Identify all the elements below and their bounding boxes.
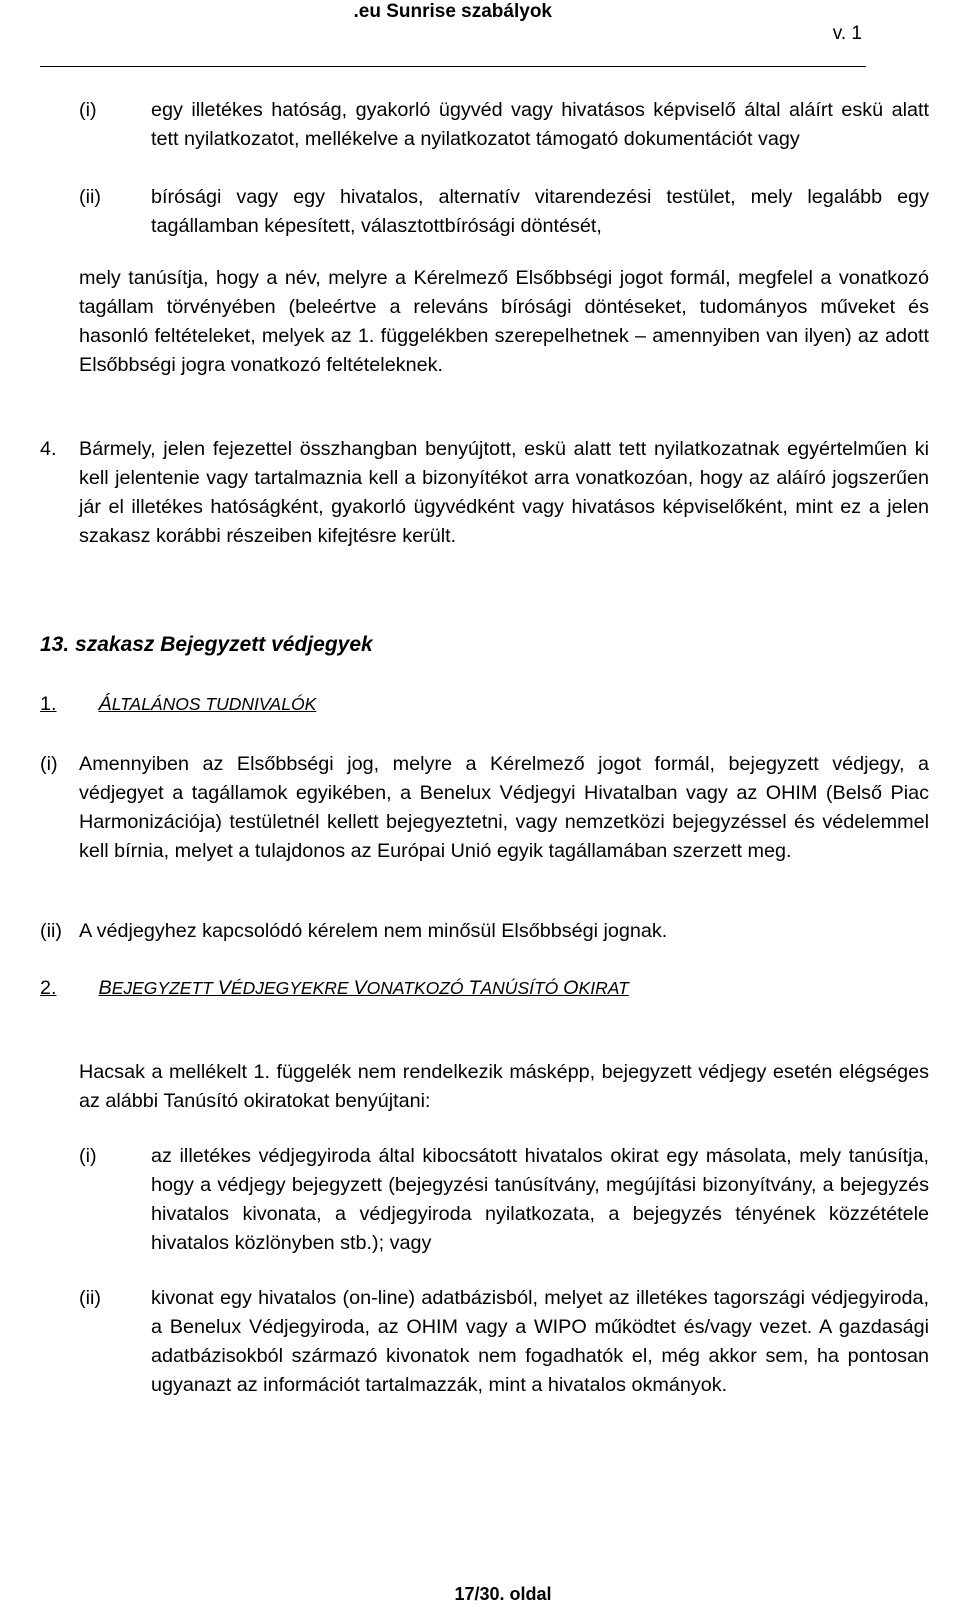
- list-label: (i): [79, 1145, 97, 1167]
- point-number: 4.: [40, 438, 57, 460]
- paragraph: mely tanúsítja, hogy a név, melyre a Kérelmező Elsőbbségi jogot formál, megfelel a vonatkozó tagállam törvényében (beleértve a releváns bírósági döntéseket, tudományos műveket és hasonló feltételeket, melyek az 1. függelékben szerepelhetnek – amennyiben van ilyen) az adott Elsőbbségi jogra vonatkozó feltételeknek.: [79, 267, 929, 376]
- list-label: (ii): [79, 1287, 101, 1309]
- subsection-heading-1: 1. ÁLTALÁNOS TUDNIVALÓK: [40, 693, 317, 715]
- list-label: (i): [40, 753, 58, 775]
- list-label: (i): [79, 99, 97, 121]
- list-item-text: kivonat egy hivatalos (on-line) adatbázisból, melyet az illetékes tagországi védjegyiroda, a Benelux Védjegyiroda, az OHIM vagy a WIPO működtet és/vagy vezet. A gazdasági adatbázisokból származó kivonatok nem fogadhatók el, még akkor sem, ha pontosan ugyanazt az információt tartalmazzák, mint a hivatalos okmányok.: [151, 1287, 929, 1396]
- list-item-text: bírósági vagy egy hivatalos, alternatív vitarendezési testület, mely legalább egy tagállamban képesített, választottbírósági döntését,: [151, 186, 929, 237]
- list-item-text: Amennyiben az Elsőbbségi jog, melyre a Kérelmező jogot formál, bejegyzett védjegy, a védjegyet a tagállamok egyikében, a Benelux Védjegyi Hivatalban vagy az OHIM (Belső Piac Harmonizációja) testületnél kellett bejegyeztetni, vagy nemzetközi bejegyzéssel és védelemmel kell bírnia, melyet a tulajdonos az Európai Unió egyik tagállamában szerzett meg.: [79, 753, 929, 862]
- subsection-number: 2.: [40, 977, 57, 999]
- point-4-text: Bármely, jelen fejezettel összhangban benyújtott, eskü alatt tett nyilatkozatnak egyértelműen ki kell jelentenie vagy tartalmaznia kell a bizonyítékot arra vonatkozóan, hogy az aláíró jogszerűen jár el illetékes hatóságként, gyakorló ügyvédként vagy hivatásos képviselőként, mint ez a jelen szakasz korábbi részeiben kifejtésre került.: [79, 438, 929, 547]
- list-item-text: az illetékes védjegyiroda által kibocsátott hivatalos okirat egy másolata, mely tanúsítja, hogy a védjegy bejegyzett (bejegyzési tanúsítvány, megújítási bizonyítvány, a bejegyzés hivatalos kivonata, a védjegyiroda nyilatkozata, a bejegyzés tényének közzététele hivatalos közlönyben stb.); vagy: [151, 1145, 929, 1254]
- list-label: (ii): [79, 186, 101, 208]
- list-item-text: A védjegyhez kapcsolódó kérelem nem minősül Elsőbbségi jognak.: [79, 920, 668, 942]
- section-heading: 13. szakasz Bejegyzett védjegyek: [40, 633, 373, 656]
- intro-paragraph: Hacsak a mellékelt 1. függelék nem rendelkezik másképp, bejegyzett védjegy esetén elégséges az alábbi Tanúsító okiratokat benyújtani:: [79, 1061, 929, 1112]
- page-number: 17/30. oldal: [454, 1584, 552, 1604]
- list-label: (ii): [40, 920, 62, 942]
- document-version: v. 1: [832, 23, 862, 44]
- subsection-heading-2: 2. BEJEGYZETT VÉDJEGYEKRE VONATKOZÓ TANÚSÍTÓ OKIRAT: [40, 977, 629, 999]
- list-item-text: egy illetékes hatóság, gyakorló ügyvéd vagy hivatásos képviselő által aláírt eskü alatt tett nyilatkozatot, mellékelve a nyilatkozatot támogató dokumentációt vagy: [151, 99, 929, 150]
- header-rule: [40, 66, 866, 67]
- subsection-number: 1.: [40, 693, 57, 715]
- document-title: .eu Sunrise szabályok: [353, 1, 552, 22]
